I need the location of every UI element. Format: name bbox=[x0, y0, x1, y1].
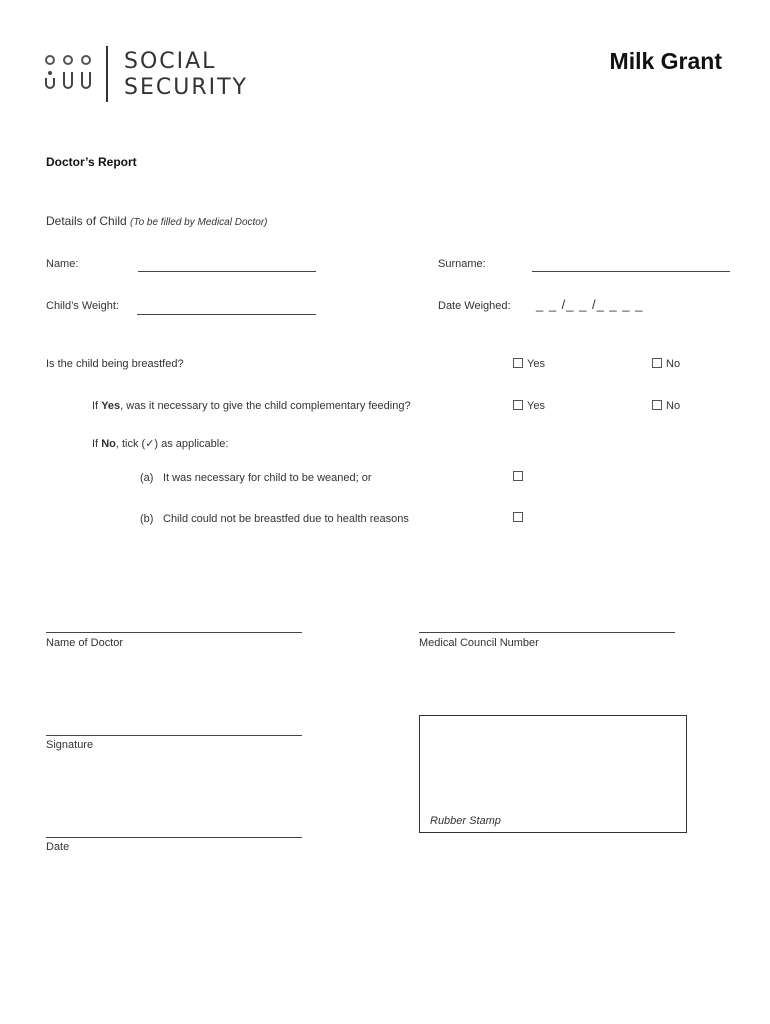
date-weighed-label: Date Weighed: bbox=[438, 300, 511, 312]
option-b-marker: (b) bbox=[140, 513, 154, 525]
complementary-yes-label: Yes bbox=[527, 400, 545, 412]
logo-divider bbox=[106, 46, 108, 102]
if-yes-word: Yes bbox=[101, 400, 121, 412]
complementary-yes-checkbox[interactable] bbox=[513, 400, 523, 410]
signature-field[interactable] bbox=[46, 735, 302, 736]
date-field[interactable] bbox=[46, 837, 302, 838]
if-no-rest: , tick (✓) as applicable: bbox=[115, 438, 229, 450]
breastfed-yes-checkbox[interactable] bbox=[513, 358, 523, 368]
option-b-text: Child could not be breastfed due to health reasons bbox=[163, 513, 409, 525]
if-yes-prefix: If bbox=[92, 400, 99, 412]
breastfed-no-label: No bbox=[666, 358, 681, 370]
doctor-name-field[interactable] bbox=[46, 632, 302, 633]
breastfed-yes-label: Yes bbox=[527, 358, 545, 370]
date-label: Date bbox=[46, 841, 70, 853]
weight-field[interactable] bbox=[137, 314, 316, 315]
details-note: (To be filled by Medical Doctor) bbox=[130, 217, 268, 228]
breastfed-no-checkbox[interactable] bbox=[652, 358, 662, 368]
if-no-prefix: If bbox=[92, 438, 99, 450]
option-b-checkbox[interactable] bbox=[513, 512, 523, 522]
if-yes-rest: , was it necessary to give the child complementary feeding? bbox=[120, 400, 411, 412]
report-heading: Doctor’s Report bbox=[46, 155, 137, 169]
name-label: Name: bbox=[46, 258, 79, 270]
council-number-field[interactable] bbox=[419, 632, 675, 633]
date-weighed-field[interactable]: _ _ /_ _ /_ _ _ _ bbox=[536, 297, 644, 312]
details-label: Details of Child bbox=[46, 214, 127, 228]
option-a-text: It was necessary for child to be weaned; or bbox=[163, 472, 372, 484]
option-a-marker: (a) bbox=[140, 472, 154, 484]
logo-text-line2: SECURITY bbox=[124, 75, 248, 100]
complementary-no-checkbox[interactable] bbox=[652, 400, 662, 410]
complementary-question bbox=[92, 400, 411, 412]
council-number-label: Medical Council Number bbox=[419, 637, 539, 649]
page-title: Milk Grant bbox=[609, 48, 722, 74]
complementary-no-label: No bbox=[666, 400, 681, 412]
if-no-instruction bbox=[92, 437, 228, 450]
surname-field[interactable] bbox=[532, 271, 730, 272]
breastfed-question: Is the child being breastfed? bbox=[46, 358, 184, 370]
doctor-name-label: Name of Doctor bbox=[46, 637, 124, 649]
logo-text-line1: SOCIAL bbox=[124, 49, 217, 74]
weight-label: Child’s Weight: bbox=[46, 300, 119, 312]
if-no-word: No bbox=[101, 438, 116, 450]
details-heading bbox=[46, 214, 268, 228]
signature-label: Signature bbox=[46, 739, 94, 751]
social-security-logo-icon bbox=[44, 52, 96, 96]
surname-label: Surname: bbox=[438, 258, 486, 270]
option-a-checkbox[interactable] bbox=[513, 471, 523, 481]
name-field[interactable] bbox=[138, 271, 316, 272]
rubber-stamp-label: Rubber Stamp bbox=[430, 815, 501, 827]
